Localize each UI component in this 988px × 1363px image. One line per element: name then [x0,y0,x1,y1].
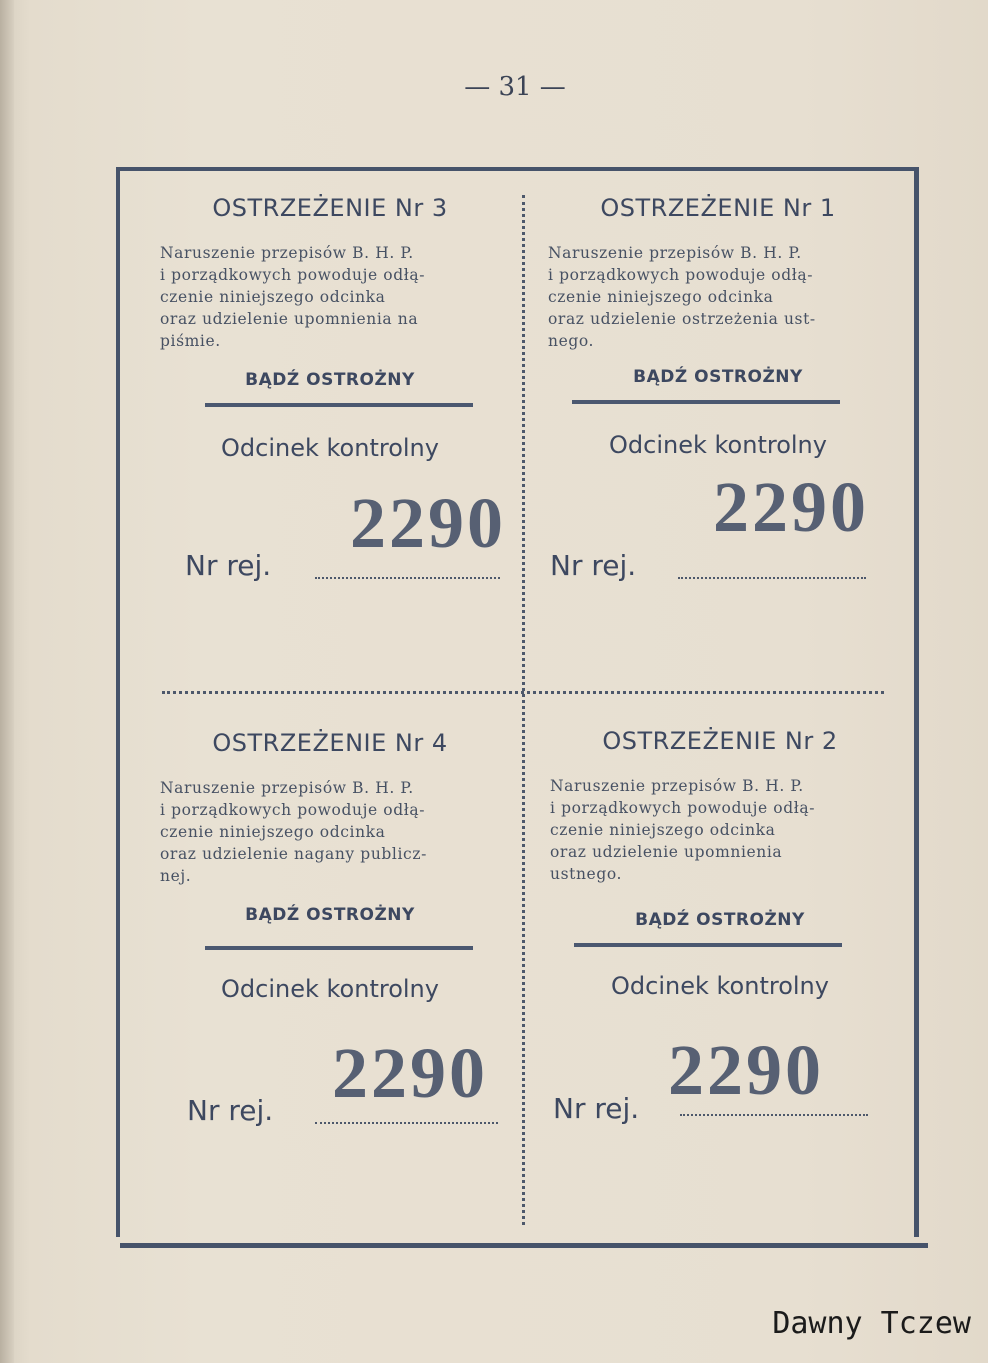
control-label: Odcinek kontrolny [221,975,439,1003]
coupon-warning-4 [160,729,500,1199]
registration-dotted-line [315,1122,498,1124]
control-label: Odcinek kontrolny [611,972,829,1000]
text-line: i porządkowych powoduje odłą- [550,799,816,817]
caution-label: BĄDŹ OSTROŻNY [635,910,805,930]
coupon-text [550,775,890,885]
book-spine-shadow [0,0,14,1363]
text-line: nego. [548,332,595,350]
coupon-warning-3 [160,194,506,664]
text-line: czenie niniejszego odcinka [548,288,774,306]
coupon-title: OSTRZEŻENIE Nr 2 [602,727,838,755]
registration-dotted-line [678,577,866,579]
text-line: i porządkowych powoduje odłą- [548,266,814,284]
coupon-warning-1 [548,194,888,664]
divider-rule [205,403,473,407]
registration-dotted-line [680,1114,868,1116]
text-line: czenie niniejszego odcinka [160,288,386,306]
text-line: i porządkowych powoduje odłą- [160,801,426,819]
text-line: piśmie. [160,332,221,350]
text-line: Naruszenie przepisów B. H. P. [550,777,804,795]
frame-bottom-rule [120,1243,928,1248]
divider-rule [205,946,473,950]
text-line: oraz udzielenie upomnienia na [160,310,419,328]
text-line: czenie niniejszego odcinka [550,821,776,839]
coupon-title: OSTRZEŻENIE Nr 1 [600,194,836,222]
text-line: nej. [160,867,192,885]
control-label: Odcinek kontrolny [609,431,827,459]
coupon-text [160,777,500,887]
text-line: Naruszenie przepisów B. H. P. [160,244,414,262]
registration-label: Nr rej. [553,1092,640,1125]
registration-stamp: 2290 [350,483,506,563]
coupon-title: OSTRZEŻENIE Nr 3 [212,194,448,222]
registration-label: Nr rej. [187,1094,274,1127]
horizontal-perforation [162,691,884,694]
text-line: ustnego. [550,865,623,883]
registration-stamp: 2290 [668,1030,824,1110]
registration-label: Nr rej. [550,549,637,582]
text-line: i porządkowych powoduje odłą- [160,266,426,284]
registration-stamp: 2290 [332,1033,488,1113]
text-line: Naruszenie przepisów B. H. P. [160,779,414,797]
registration-dotted-line [315,577,500,579]
divider-rule [574,943,842,947]
vertical-perforation [522,195,525,1225]
text-line: oraz udzielenie upomnienia [550,843,783,861]
watermark-text: Dawny Tczew [772,1306,971,1341]
coupon-warning-2 [550,727,890,1197]
coupon-title: OSTRZEŻENIE Nr 4 [212,729,448,757]
coupon-text [548,242,888,352]
caution-label: BĄDŹ OSTROŻNY [245,905,415,925]
coupon-text [160,242,500,352]
control-label: Odcinek kontrolny [221,434,439,462]
caution-label: BĄDŹ OSTROŻNY [245,370,415,390]
registration-stamp: 2290 [713,467,869,547]
divider-rule [572,400,840,404]
registration-label: Nr rej. [185,549,272,582]
page-number: — 31 — [464,72,566,102]
text-line: oraz udzielenie ostrzeżenia ust- [548,310,816,328]
text-line: oraz udzielenie nagany publicz- [160,845,427,863]
text-line: Naruszenie przepisów B. H. P. [548,244,802,262]
text-line: czenie niniejszego odcinka [160,823,386,841]
caution-label: BĄDŹ OSTROŻNY [633,367,803,387]
